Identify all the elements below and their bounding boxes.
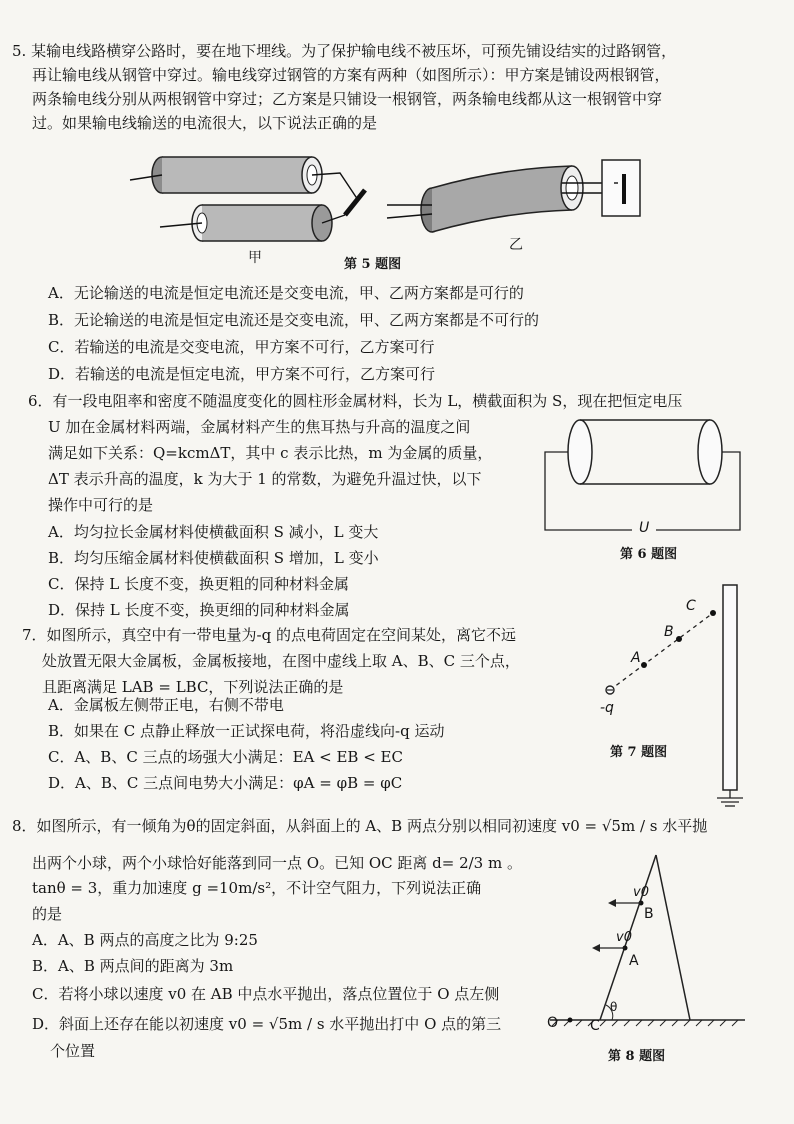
q5-figure-jia <box>140 145 380 255</box>
q8-line-3: tanθ = 3，重力加速度 g =10m/s²，不计空气阻力，下列说法正确 <box>32 879 482 897</box>
q5-figure-caption: 第 5 题图 <box>344 257 402 272</box>
q8-figure-caption: 第 8 题图 <box>608 1049 666 1064</box>
q8-option-d: D．斜面上还存在能以初速度 v0 = √5m / s 水平抛出打中 O 点的第三 <box>32 1015 502 1033</box>
q7-charge-label: -q <box>600 700 614 716</box>
q8-option-c: C．若将小球以速度 v0 在 AB 中点水平抛出，落点位置位于 O 点左侧 <box>32 985 500 1003</box>
q7-option-d: D．A、B、C 三点间电势大小满足：φA = φB = φC <box>48 774 403 792</box>
q6-option-a: A．均匀拉长金属材料使横截面积 S 减小，L 变大 <box>48 523 379 541</box>
q6-figure-voltage-label: U <box>639 520 650 536</box>
q6-figure-caption: 第 6 题图 <box>620 547 678 562</box>
q8-line-1: 8．如图所示，有一倾角为θ的固定斜面，从斜面上的 A、B 两点分别以相同初速度 v0 = √5m / s 水平抛 <box>12 817 708 835</box>
q5-figure-yi-label: 乙 <box>509 237 523 253</box>
q5-line-1: 5. 某输电线路横穿公路时，要在地下埋线。为了保护输电线不被压坏，可预先铺设结实的过路钢管， <box>12 42 677 60</box>
q7-option-a: A．金属板左侧带正电，右侧不带电 <box>48 696 284 714</box>
q7-line-1: 7．如图所示，真空中有一带电量为-q 的点电荷固定在空间某处，离它不远 <box>22 626 516 644</box>
q8-theta-label: θ <box>610 1000 618 1014</box>
q8-line-4: 的是 <box>32 905 63 923</box>
q8-line-2: 出两个小球，两个小球恰好能落到同一点 O。已知 OC 距离 d= 2/3 m 。 <box>32 854 522 872</box>
q7-option-b: B．如果在 C 点静止释放一正试探电荷，将沿虚线向-q 运动 <box>48 722 445 740</box>
q6-option-b: B．均匀压缩金属材料使横截面积 S 增加，L 变小 <box>48 549 379 567</box>
q6-line-1: 6．有一段电阻率和密度不随温度变化的圆柱形金属材料，长为 L，横截面积为 S，现在把恒定电压 <box>28 392 683 410</box>
q6-line-2: U 加在金属材料两端，金属材料产生的焦耳热与升高的温度之间 <box>48 418 471 436</box>
q8-point-b-label: B <box>644 906 654 922</box>
q8-figure <box>540 855 750 1040</box>
q7-figure <box>595 585 755 805</box>
q8-option-b: B．A、B 两点间的距离为 3m <box>32 957 234 975</box>
q5-line-4: 过。如果输电线输送的电流很大，以下说法正确的是 <box>32 114 378 132</box>
q7-point-c-label: C <box>686 598 696 614</box>
q7-point-b-label: B <box>664 624 674 640</box>
q8-point-c-label: C <box>590 1018 600 1034</box>
q5-figure-yi <box>392 150 652 240</box>
q5-option-c: C．若输送的电流是交变电流，甲方案不可行，乙方案可行 <box>48 338 435 356</box>
q8-v0-lower-label: v0 <box>616 930 632 945</box>
q5-line-2: 再让输电线从钢管中穿过。输电线穿过钢管的方案有两种（如图所示）：甲方案是铺设两根钢管， <box>32 66 670 84</box>
q6-option-c: C．保持 L 长度不变，换更粗的同种材料金属 <box>48 575 349 593</box>
q5-option-a: A．无论输送的电流是恒定电流还是交变电流，甲、乙两方案都是可行的 <box>48 284 524 302</box>
q7-option-c: C．A、B、C 三点的场强大小满足：EA < EB < EC <box>48 748 403 766</box>
q5-option-d: D．若输送的电流是恒定电流，甲方案不可行，乙方案可行 <box>48 365 436 383</box>
q6-line-3: 满足如下关系：Q=kcmΔT，其中 c 表示比热，m 为金属的质量， <box>48 444 493 462</box>
q7-point-a-label: A <box>631 650 641 666</box>
q5-line-3: 两条输电线分别从两根钢管中穿过；乙方案是只铺设一根钢管，两条输电线都从这一根钢管中穿 <box>32 90 663 108</box>
q7-line-2: 处放置无限大金属板，金属板接地，在图中虚线上取 A、B、C 三个点， <box>42 652 520 670</box>
q7-line-3: 且距离满足 LAB = LBC，下列说法正确的是 <box>42 678 344 696</box>
q6-line-4: ΔT 表示升高的温度，k 为大于 1 的常数，为避免升温过快，以下 <box>48 470 482 488</box>
q8-point-a-label: A <box>629 953 639 969</box>
q5-figure-jia-label: 甲 <box>248 250 262 266</box>
q7-figure-caption: 第 7 题图 <box>610 745 668 760</box>
q6-line-5: 操作中可行的是 <box>48 496 154 514</box>
q8-point-o-label: O <box>547 1015 559 1031</box>
q8-option-d-cont: 个位置 <box>50 1042 96 1060</box>
q6-option-d: D．保持 L 长度不变，换更细的同种材料金属 <box>48 601 350 619</box>
q8-option-a: A．A、B 两点的高度之比为 9:25 <box>32 931 258 949</box>
q5-option-b: B．无论输送的电流是恒定电流还是交变电流，甲、乙两方案都是不可行的 <box>48 311 540 329</box>
q8-v0-upper-label: v0 <box>633 885 649 900</box>
